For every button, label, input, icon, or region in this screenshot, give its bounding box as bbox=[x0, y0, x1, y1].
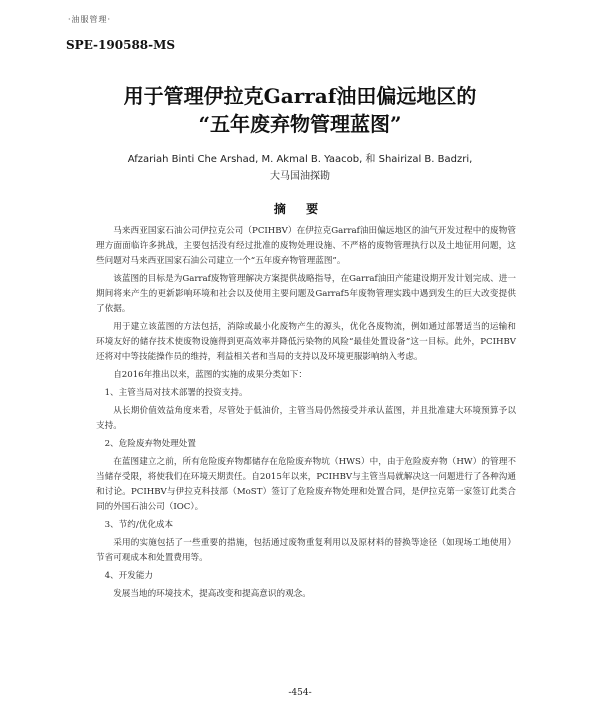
paragraph-result-4: 发展当地的环境技术，提高改变和提高意识的观念。 bbox=[113, 589, 311, 599]
title-line-2: “五年废弃物管理蓝图” bbox=[198, 112, 402, 136]
page-number: -454- bbox=[288, 688, 312, 698]
paragraph-goal: 该蓝图的目标是为Garraf废物管理解决方案提供战略指导，在Garraf油田产能建设期开发计划完成、进一期间将来产生的更新影响环境和社会以及使用主要问题及Garraf5年废物管理实践中遇到发生的巨大改变提供了依据。 bbox=[96, 274, 516, 314]
result-item-2: 2、危险废弃物处理处置 bbox=[104, 439, 196, 449]
paragraph-intro: 马来西亚国家石油公司伊拉克公司（PCIHBV）在伊拉克Garraf油田偏远地区的油气开发过程中的废物管理方面面临许多挑战，主要包括没有经过批准的废物处理设施、不严格的废物管理执行以及土地征用问题，这些问题对马来西亚国家石油公司建立一个“五年废弃物管理蓝图”。 bbox=[96, 226, 516, 266]
result-item-4: 4、开发能力 bbox=[104, 571, 154, 581]
abstract-heading: 摘 要 bbox=[273, 202, 327, 216]
paper-id: SPE-190588-MS bbox=[66, 38, 176, 52]
paragraph-result-3: 采用的实施包括了一些重要的措施，包括通过废物重复利用以及原材料的替换等途径（如现场工地使用）节省可观成本和处置费用等。 bbox=[96, 538, 516, 563]
paragraph-result-1: 从长期价值效益角度来看，尽管处于低油价，主管当局仍然接受并承认蓝图，并且批准建大环境预算予以支持。 bbox=[96, 406, 516, 431]
affiliation: 大马国油探勘 bbox=[270, 171, 330, 182]
authors: Afzariah Binti Che Arshad, M. Akmal B. Yaacob, 和 Shairizal B. Badzri, bbox=[127, 154, 473, 165]
abstract-body bbox=[96, 224, 516, 605]
paragraph-result-2: 在蓝图建立之前，所有危险废弃物都储存在危险废弃物坑（HWS）中，由于危险废弃物（HW）的管理不当储存受限，将使我们在环境天期责任。自2015年以来，PCIHBV与主管当局就解决这一问题进行了各种沟通和讨论。PCIHBV与伊拉克科技部（MoST）签订了危险废弃物处理和处置合同，是伊拉克第一家签订此类合同的外国石油公司（IOC）。 bbox=[96, 457, 516, 512]
result-item-3: 3、节约/优化成本 bbox=[104, 520, 174, 530]
journal-mark: ·油服管理· bbox=[68, 15, 112, 24]
paragraph-method: 用于建立该蓝图的方法包括，消除或最小化废物产生的源头，优化各废物流，例如通过部署适当的运输和环境友好的储存技术使废物设施得到更高效率并降低污染物的风险“最佳处置设备”这一目标。此外，PCIHBV还将对中等技能操作员的维持，利益相关者和当局的支持以及环境更服影响纳入考虑。 bbox=[96, 322, 516, 362]
paragraph-results-intro: 自2016年推出以来，蓝图的实施的成果分类如下： bbox=[113, 370, 307, 380]
title-line-1: 用于管理伊拉克Garraf油田偏远地区的 bbox=[123, 84, 477, 108]
result-item-1: 1、主管当局对技术部署的投资支持。 bbox=[104, 388, 248, 398]
